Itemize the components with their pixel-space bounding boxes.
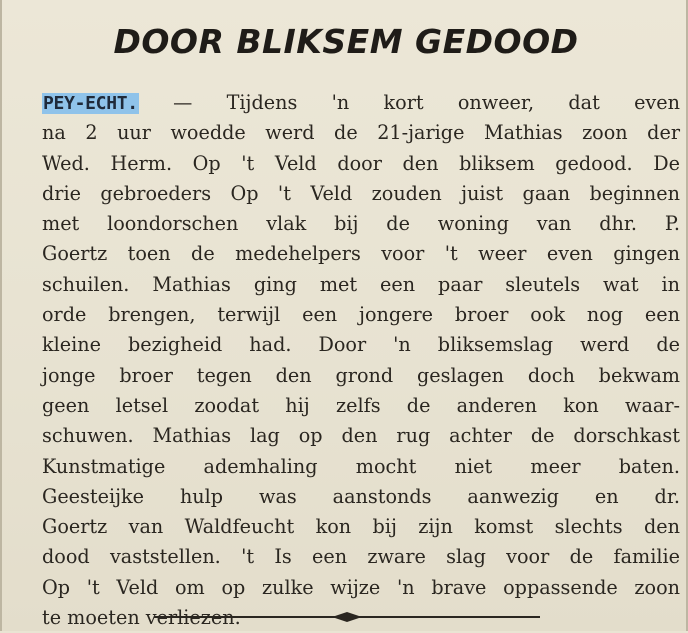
article-line: orde brengen, terwijl een jongere broer ook nog een: [42, 303, 680, 327]
article-line: jonge broer tegen den grond geslagen doch bekwam: [42, 363, 680, 387]
article-body: [42, 88, 680, 633]
article-line: Goertz van Waldfeucht kon bij zijn komst slechts den: [42, 515, 680, 539]
article-line: te moeten verliezen.: [42, 606, 241, 630]
article-line: schuwen. Mathias lag op den rug achter de dorschkast: [42, 424, 680, 448]
article-line: Wed. Herm. Op 't Veld door den bliksem gedood. De: [42, 151, 680, 175]
article-line: [42, 88, 680, 118]
article-line: schuilen. Mathias ging met een paar sleutels wat in: [42, 272, 680, 296]
article-line-text: — Tijdens 'n kort onweer, dat even: [138, 91, 680, 114]
dateline: PEY-ECHT.: [43, 93, 138, 114]
article-line: Op 't Veld om op zulke wijze 'n brave oppassende zoon: [42, 575, 680, 599]
headline: DOOR BLIKSEM GEDOOD: [113, 22, 579, 61]
article-line: na 2 uur woedde werd de 21-jarige Mathias zoon der: [42, 121, 680, 145]
article-line: Geesteijke hulp was aanstonds aanwezig en dr.: [42, 484, 680, 508]
article-line: Goertz toen de medehelpers voor 't weer even gingen: [42, 242, 680, 266]
ornamental-rule: [154, 612, 540, 622]
article-line: kleine bezigheid had. Door 'n bliksemslag werd de: [42, 333, 680, 357]
article-line: geen letsel zoodat hij zelfs de anderen kon waar-: [42, 393, 680, 417]
article-line: drie gebroeders Op 't Veld zouden juist gaan beginnen: [42, 181, 680, 205]
article-line: met loondorschen vlak bij de woning van dhr. P.: [42, 212, 680, 236]
article-line: dood vaststellen. 't Is een zware slag voor de familie: [42, 545, 680, 569]
article-line: Kunstmatige ademhaling mocht niet meer baten.: [42, 454, 680, 478]
